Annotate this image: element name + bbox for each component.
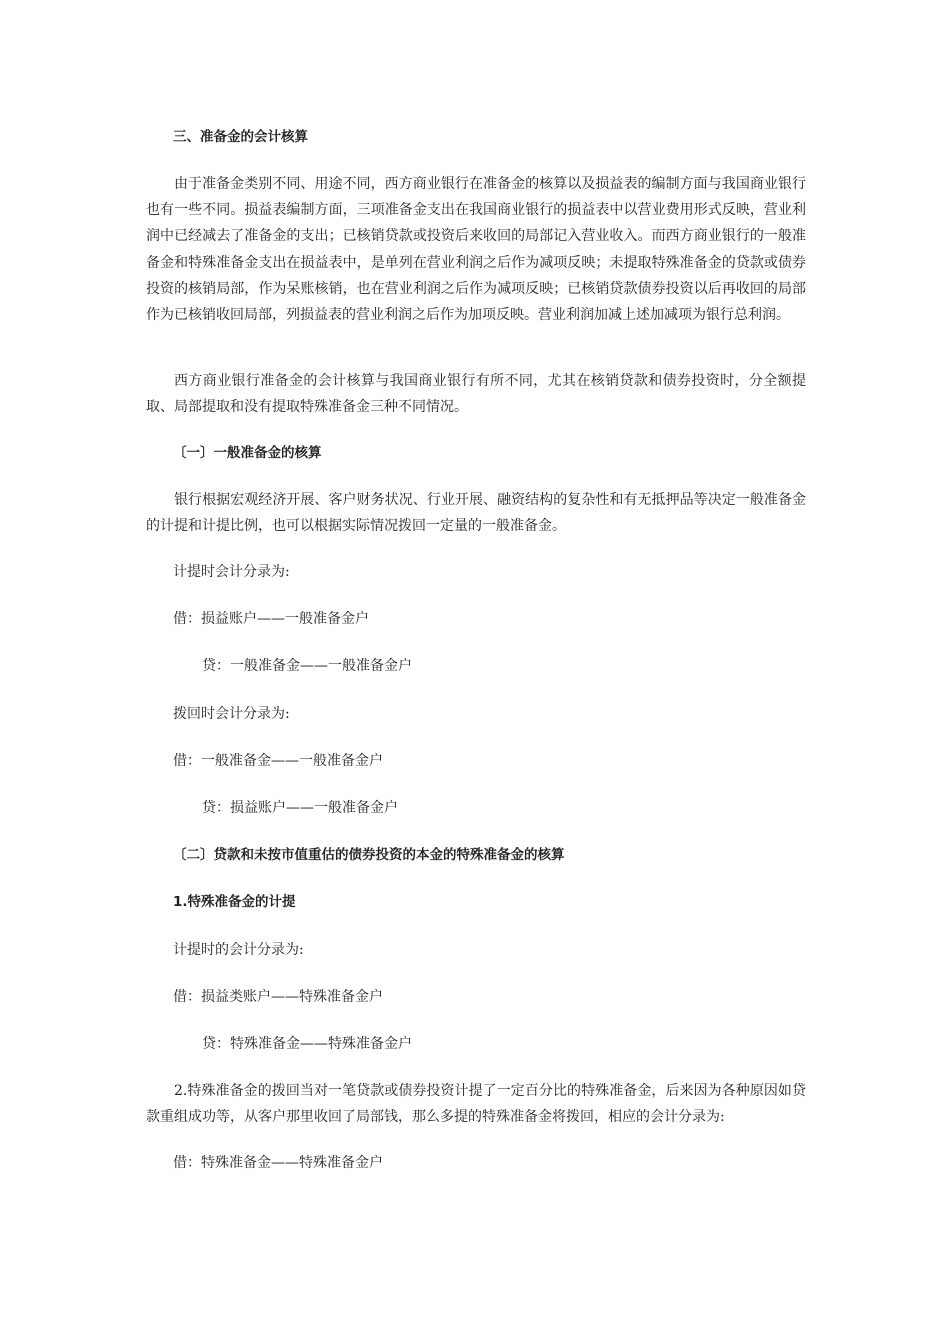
accrual-entry-label: 计提时会计分录为: [173, 564, 290, 580]
item-1-title: 1.特殊准备金的计提 [173, 894, 296, 910]
accrual-debit-entry: 借：损益账户——一般准备金户 [173, 611, 369, 627]
special-reversal-debit-entry: 借：特殊准备金——特殊准备金户 [173, 1155, 383, 1171]
special-accrual-debit-entry: 借：损益类账户——特殊准备金户 [173, 989, 383, 1005]
item-2-paragraph: 2.特殊准备金的拨回当对一笔贷款或债券投资计提了一定百分比的特殊准备金，后来因为各种原因如贷款重组成功等，从客户那里收回了局部钱，那么多提的特殊准备金将拨回，相应的会计分录为: [146, 1083, 806, 1126]
reversal-debit-entry: 借：一般准备金——一般准备金户 [173, 753, 383, 769]
special-accrual-credit-entry: 贷：特殊准备金——特殊准备金户 [202, 1036, 412, 1052]
reversal-credit-entry: 贷：损益账户——一般准备金户 [202, 800, 398, 816]
special-accrual-label: 计提时的会计分录为: [173, 942, 304, 958]
reversal-entry-label: 拨回时会计分录为: [173, 706, 290, 722]
intro-paragraph: 由于准备金类别不同、用途不同，西方商业银行在准备金的核算以及损益表的编制方面与我国商业银行也有一些不同。损益表编制方面，三项准备金支出在我国商业银行的损益表中以营业费用形式反映，营业利润中已经减去了准备金的支出；已核销贷款或投资后来收回的局部记入营业收入。而西方商业银行的一般准备金和特殊准备金支出在损益表中，是单列在营业利润之后作为减项反映；未提取特殊准备金的贷款或债券投资的核销局部，作为呆账核销，也在营业利润之后作为减项反映；已核销贷款债券投资以后再收回的局部作为已核销收回局部，列损益表的营业利润之后作为加项反映。营业利润加减上述加减项为银行总利润。 [146, 176, 806, 324]
section-title: 三、准备金的会计核算 [173, 129, 308, 145]
second-paragraph: 西方商业银行准备金的会计核算与我国商业银行有所不同，尤其在核销贷款和债券投资时，分全额提取、局部提取和没有提取特殊准备金三种不同情况。 [146, 373, 806, 416]
subsection-2-title: 〔二〕贷款和未按市值重估的债券投资的本金的特殊准备金的核算 [173, 847, 565, 863]
subsection-1-paragraph: 银行根据宏观经济开展、客户财务状况、行业开展、融资结构的复杂性和有无抵押品等决定一般准备金的计提和计提比例，也可以根据实际情况拨回一定量的一般准备金。 [146, 492, 806, 535]
accrual-credit-entry: 贷：一般准备金——一般准备金户 [202, 658, 412, 674]
subsection-1-title: 〔一〕一般准备金的核算 [173, 445, 322, 461]
